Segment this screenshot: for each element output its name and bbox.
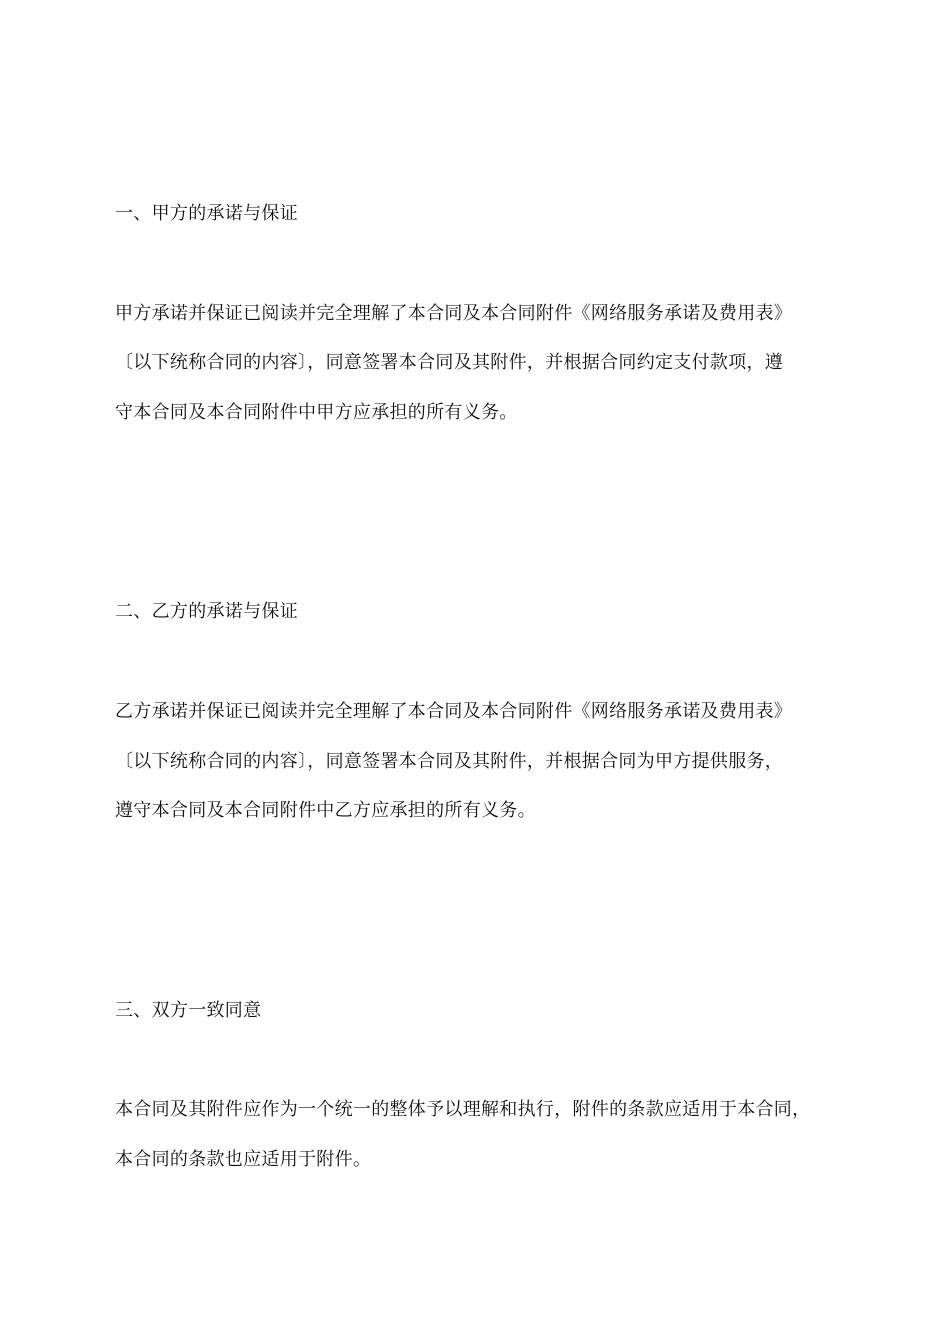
section-3-paragraph-line: 本合同的条款也应适用于附件。 bbox=[115, 1149, 372, 1170]
section-2-paragraph-line: 〔以下统称合同的内容〕，同意签署本合同及其附件，并根据合同为甲方提供服务， bbox=[115, 751, 784, 772]
section-2-paragraph-line: 遵守本合同及本合同附件中乙方应承担的所有义务。 bbox=[115, 800, 536, 821]
section-1-paragraph-line: 甲方承诺并保证已阅读并完全理解了本合同及本合同附件《网络服务承诺及费用表》 bbox=[115, 303, 793, 324]
section-heading-3: 三、双方一致同意 bbox=[115, 1000, 262, 1021]
section-heading-2: 二、乙方的承诺与保证 bbox=[115, 601, 298, 622]
section-2-paragraph-line: 乙方承诺并保证已阅读并完全理解了本合同及本合同附件《网络服务承诺及费用表》 bbox=[115, 701, 793, 722]
section-heading-1: 一、甲方的承诺与保证 bbox=[115, 203, 298, 224]
section-1-paragraph-line: 守本合同及本合同附件中甲方应承担的所有义务。 bbox=[115, 402, 518, 423]
section-1-paragraph-line: 〔以下统称合同的内容〕，同意签署本合同及其附件，并根据合同约定支付款项，遵 bbox=[115, 352, 784, 373]
section-3-paragraph-line: 本合同及其附件应作为一个统一的整体予以理解和执行，附件的条款应适用于本合同， bbox=[115, 1099, 811, 1120]
